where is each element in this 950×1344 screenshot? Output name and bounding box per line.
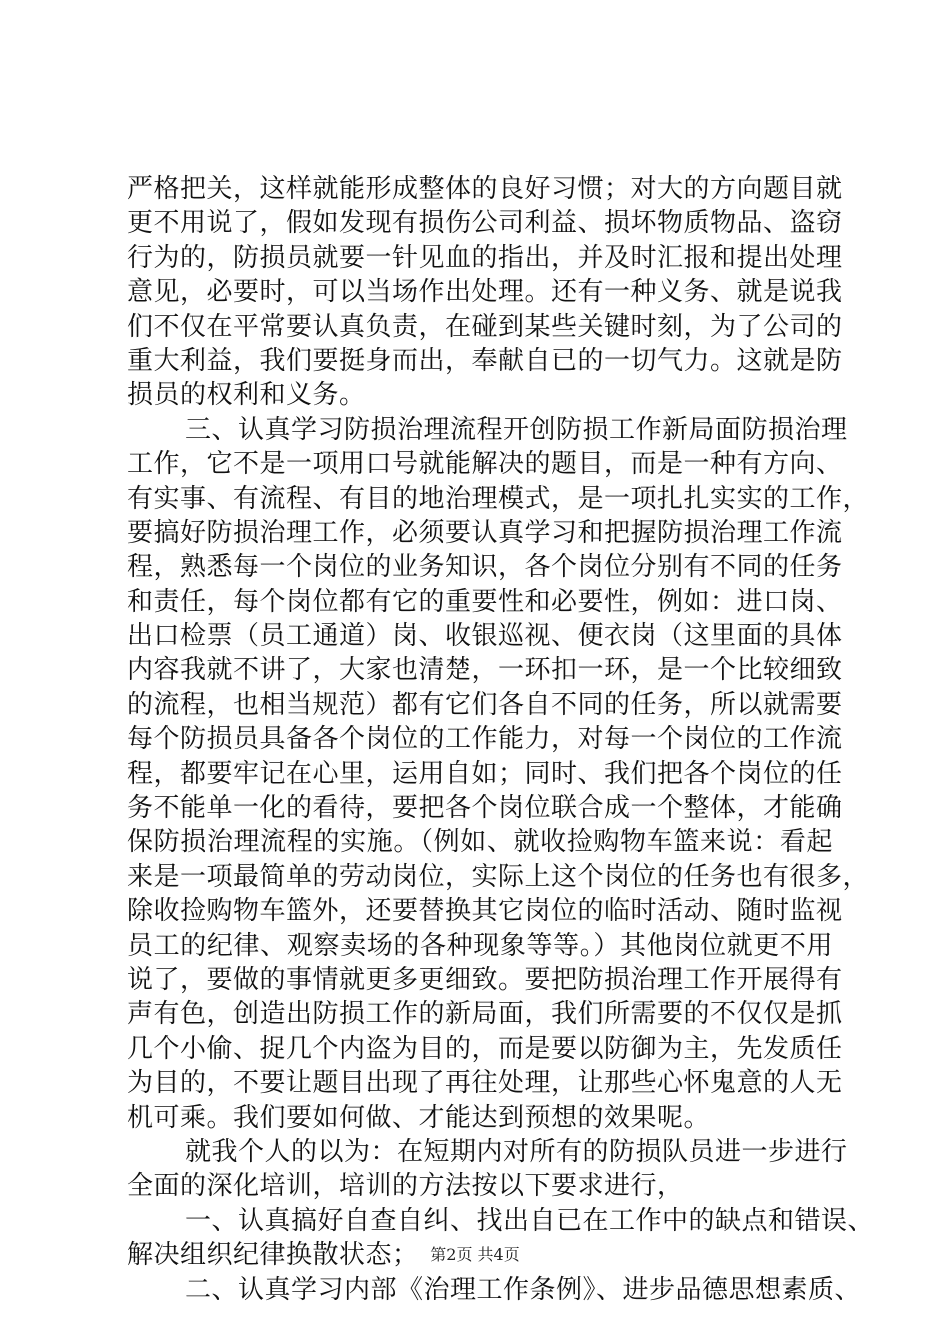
text-line: 有实事、有流程、有目的地治理模式，是一项扎扎实实的工作，: [127, 483, 870, 514]
text-line: 保防损治理流程的实施。（例如、就收捡购物车篮来说：看起: [127, 827, 833, 858]
paragraph: [127, 1135, 848, 1204]
text-line: 三、认真学习防损治理流程开创防损工作新局面防损治理: [185, 414, 848, 445]
text-line: 每个防损员具备各个岗位的工作能力，对每一个岗位的工作流: [127, 724, 843, 755]
text-line: 严格把关，这样就能形成整体的良好习惯；对大的方向题目就: [127, 174, 843, 204]
text-line: 损员的权利和义务。: [127, 380, 366, 411]
text-line: 员工的纪律、观察卖场的各种现象等等。）其他岗位就更不用: [127, 930, 833, 961]
text-line: 出口检票（员工通道）岗、收银巡视、便衣岗（这里面的具体: [127, 621, 843, 652]
text-line: 说了，要做的事情就更多更细致。要把防损治理工作开展得有: [127, 964, 843, 995]
text-line: 的流程，也相当规范）都有它们各自不同的任务，所以就需要: [127, 689, 843, 720]
text-line: 为目的，不要让题目出现了再往处理，让那些心怀鬼意的人无: [127, 1068, 843, 1099]
text-line: 内容我就不讲了，大家也清楚，一环扣一环，是一个比较细致: [127, 655, 843, 686]
document-body: [127, 172, 875, 1307]
page-number-footer: 第2页 共4页: [430, 1245, 520, 1264]
text-line: 重大利益，我们要挺身而出，奉献自已的一切气力。这就是防: [127, 345, 843, 376]
paragraph: [127, 413, 870, 1135]
paragraph: [127, 172, 843, 413]
text-line: 程，都要牢记在心里，运用自如；同时、我们把各个岗位的任: [127, 758, 843, 789]
text-line: 务不能单一化的看待，要把各个岗位联合成一个整体，才能确: [127, 793, 843, 824]
text-line: 意见，必要时，可以当场作出处理。还有一种义务、就是说我: [127, 277, 843, 308]
text-line: 要搞好防损治理工作，必须要认真学习和把握防损治理工作流: [127, 517, 843, 548]
text-line: 机可乘。我们要如何做、才能达到预想的效果呢。: [127, 1102, 711, 1133]
text-line: 二、认真学习内部《治理工作条例》、进步品德思想素质、: [185, 1274, 862, 1305]
paragraph: [127, 1273, 862, 1307]
text-line: 声有色，创造出防损工作的新局面，我们所需要的不仅仅是抓: [127, 999, 843, 1030]
text-line: 工作，它不是一项用口号就能解决的题目，而是一种有方向、: [127, 449, 843, 480]
text-line: 程，熟悉每一个岗位的业务知识，各个岗位分别有不同的任务: [127, 552, 843, 583]
text-line: 就我个人的以为：在短期内对所有的防损队员进一步进行: [185, 1136, 848, 1167]
text-line: 来是一项最简单的劳动岗位，实际上这个岗位的任务也有很多，: [127, 861, 870, 892]
text-line: 一、认真搞好自查自纠、找出自已在工作中的缺点和错误、: [185, 1205, 875, 1236]
text-line: 们不仅在平常要认真负责，在碰到某些关键时刻，为了公司的: [127, 311, 843, 342]
text-line: 除收捡购物车篮外，还要替换其它岗位的临时活动、随时监视: [127, 896, 843, 927]
text-line: 和责任，每个岗位都有它的重要性和必要性，例如：进口岗、: [127, 586, 843, 617]
text-line: 更不用说了，假如发现有损伤公司利益、损坏物质物品、盗窃: [127, 208, 843, 239]
text-line: 几个小偷、捉几个内盗为目的，而是要以防御为主，先发质任: [127, 1033, 843, 1064]
text-line: 解决组织纪律换散状态；: [127, 1240, 419, 1271]
text-line: 全面的深化培训，培训的方法按以下要求进行，: [127, 1171, 684, 1202]
text-line: 行为的，防损员就要一针见血的指出，并及时汇报和提出处理: [127, 242, 843, 273]
